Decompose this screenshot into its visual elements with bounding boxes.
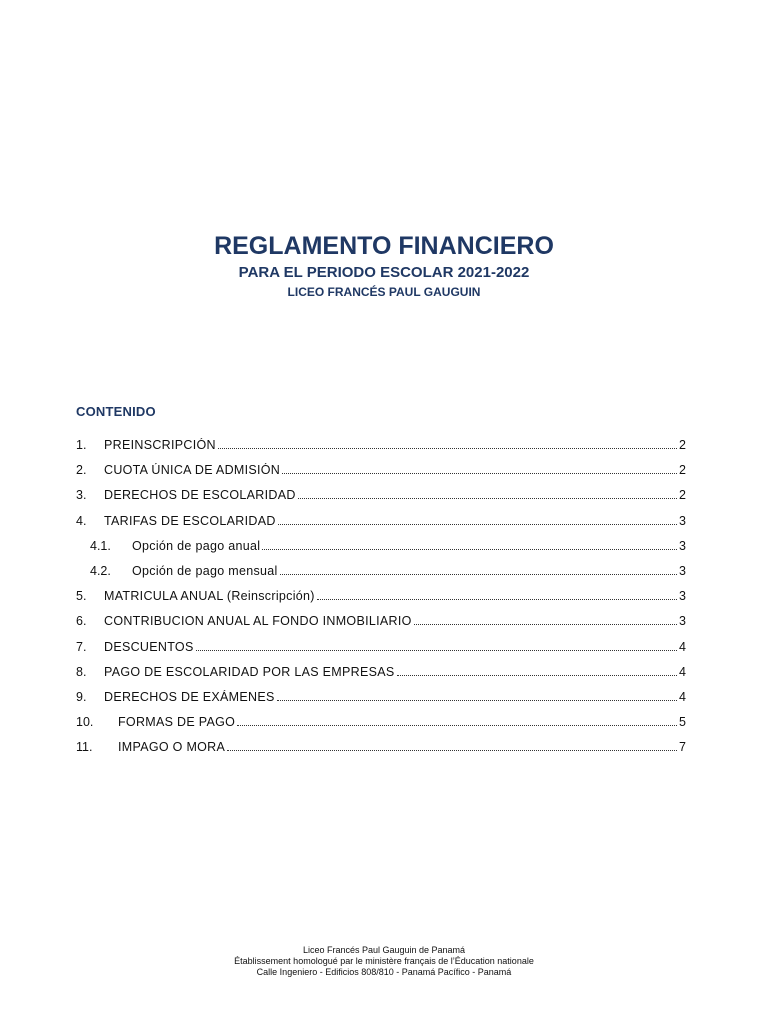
toc-entry-label: DERECHOS DE ESCOLARIDAD	[104, 488, 296, 503]
toc-entry-cuota-admision[interactable]	[76, 463, 686, 488]
toc-leader-dots	[317, 599, 677, 600]
toc-leader-dots	[237, 725, 677, 726]
toc-leader-dots	[280, 574, 677, 575]
toc-entry-number: 2.	[76, 463, 87, 478]
footer-address: Calle Ingeniero - Edificios 808/810 - Panamá Pacífico - Panamá	[256, 967, 512, 977]
toc-entry-impago-mora[interactable]	[76, 740, 686, 765]
toc-entry-matricula[interactable]	[76, 589, 686, 614]
toc-leader-dots	[262, 549, 677, 550]
toc-entry-fondo-inmobiliario[interactable]	[76, 614, 686, 639]
toc-entry-number: 1.	[76, 438, 87, 452]
toc-entry-pago-empresas[interactable]	[76, 665, 686, 690]
toc-entry-page: 3	[679, 538, 686, 553]
toc-entry-label: MATRICULA ANUAL (Reinscripción)	[104, 589, 315, 604]
toc-leader-dots	[196, 650, 677, 651]
toc-entry-label: Opción de pago mensual	[132, 563, 278, 578]
toc-leader-dots	[277, 700, 677, 701]
page-footer	[0, 945, 768, 978]
toc-entry-preinscripcion[interactable]	[76, 438, 686, 463]
toc-entry-number: 3.	[76, 488, 87, 503]
toc-entry-label: IMPAGO O MORA	[118, 740, 226, 755]
toc-entry-formas-pago[interactable]	[76, 715, 686, 740]
document-title: REGLAMENTO FINANCIERO	[214, 232, 554, 260]
toc-entry-page: 7	[679, 740, 686, 755]
toc-leader-dots	[218, 448, 677, 449]
toc-entry-label: PREINSCRIPCIÓN	[104, 438, 216, 452]
toc-entry-page: 2	[679, 488, 686, 503]
toc-entry-number: 4.1.	[90, 538, 111, 553]
toc-entry-label: DERECHOS DE EXÁMENES	[104, 689, 275, 704]
toc-entry-page: 3	[679, 589, 686, 604]
toc-leader-dots	[397, 675, 678, 676]
toc-entry-number: 8.	[76, 664, 87, 679]
toc-entry-pago-mensual[interactable]	[76, 564, 686, 589]
document-subtitle: PARA EL PERIODO ESCOLAR 2021-2022	[238, 264, 530, 281]
toc-entry-page: 2	[679, 463, 686, 478]
toc-entry-label: CONTRIBUCION ANUAL AL FONDO INMOBILIARIO	[104, 614, 412, 629]
toc-entry-number: 6.	[76, 614, 87, 629]
toc-entry-number: 10.	[76, 715, 94, 730]
toc-leader-dots	[414, 624, 677, 625]
school-name: LICEO FRANCÉS PAUL GAUGUIN	[287, 285, 481, 299]
footer-school-name: Liceo Francés Paul Gauguin de Panamá	[302, 945, 466, 955]
toc-entry-page: 4	[679, 639, 686, 654]
toc-entry-number: 11.	[76, 740, 93, 755]
toc-entry-number: 4.2.	[90, 563, 111, 578]
footer-accreditation: Établissement homologué par le ministère français de l’Éducation nationale	[234, 956, 534, 966]
toc-entry-label: TARIFAS DE ESCOLARIDAD	[104, 513, 276, 528]
toc-entry-label: DESCUENTOS	[104, 639, 194, 654]
table-of-contents	[76, 438, 686, 765]
toc-heading: CONTENIDO	[76, 404, 156, 419]
toc-entry-tarifas[interactable]	[76, 514, 686, 539]
toc-leader-dots	[298, 498, 677, 499]
toc-entry-page: 3	[679, 563, 686, 578]
toc-entry-derechos-examenes[interactable]	[76, 690, 686, 715]
toc-entry-descuentos[interactable]	[76, 640, 686, 665]
toc-entry-number: 7.	[76, 639, 87, 654]
toc-leader-dots	[227, 750, 677, 751]
toc-entry-page: 4	[679, 664, 686, 679]
toc-entry-number: 4.	[76, 513, 87, 528]
toc-leader-dots	[282, 473, 677, 474]
title-block	[0, 230, 768, 300]
toc-entry-page: 3	[679, 614, 686, 629]
toc-entry-page: 3	[679, 513, 686, 528]
toc-entry-page: 2	[679, 438, 686, 452]
toc-entry-page: 5	[679, 715, 686, 730]
toc-entry-derechos-escolaridad[interactable]	[76, 488, 686, 513]
toc-entry-label: FORMAS DE PAGO	[118, 715, 236, 730]
toc-entry-number: 5.	[76, 589, 87, 604]
toc-entry-label: CUOTA ÚNICA DE ADMISIÓN	[104, 463, 281, 478]
toc-entry-label: Opción de pago anual	[132, 538, 261, 553]
toc-entry-page: 4	[679, 689, 686, 704]
toc-leader-dots	[278, 524, 677, 525]
toc-entry-number: 9.	[76, 689, 87, 704]
toc-entry-pago-anual[interactable]	[76, 539, 686, 564]
toc-entry-label: PAGO DE ESCOLARIDAD POR LAS EMPRESAS	[104, 664, 395, 679]
